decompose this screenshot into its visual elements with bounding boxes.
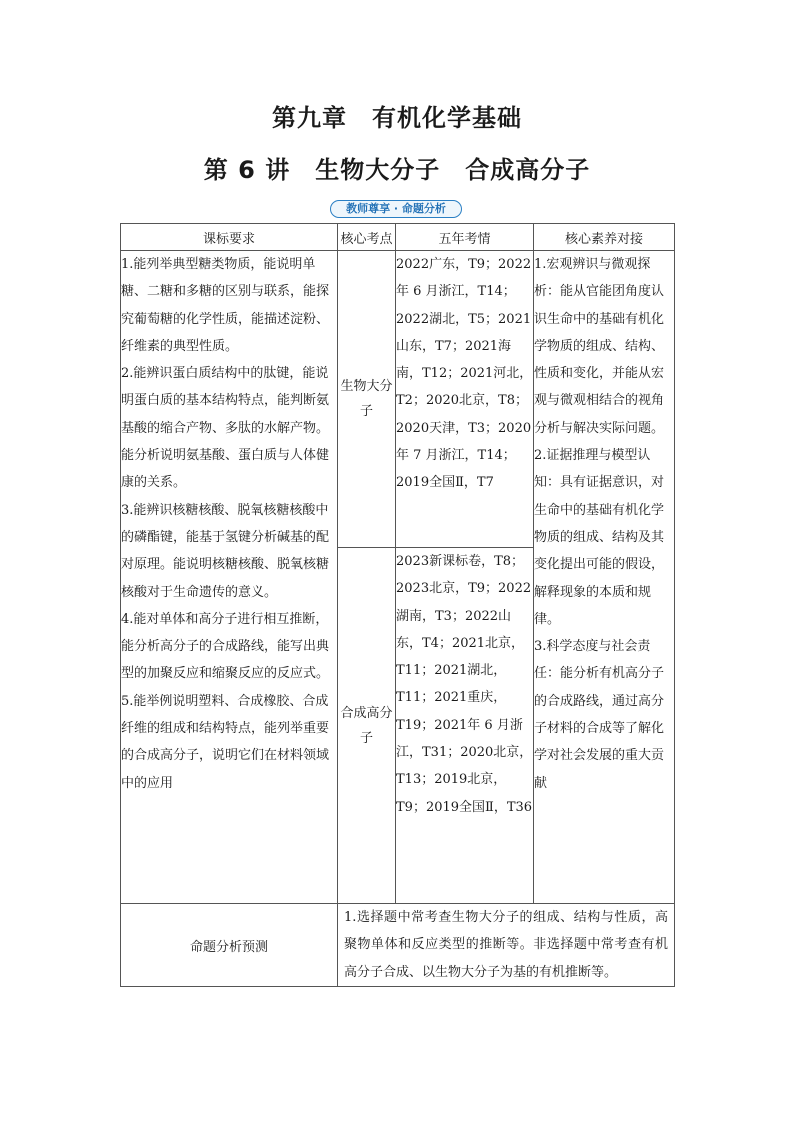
chapter-title: 第九章 有机化学基础 [272, 104, 522, 132]
requirement-item: 3.能辨识核糖核酸、脱氧核糖核酸中的磷酯键，能基于氢键分析碱基的配对原理。能说明核糖核酸、脱氧核糖核酸对于生命遗传的意义。 [121, 502, 330, 600]
header-requirements: 课标要求 [121, 224, 338, 251]
literacy-item: 1.宏观辨识与微观探析：能从官能团角度认识生命中的基础有机化学物质的组成、结构、性质和变化，并能从宏观与微观相结合的视角分析与解决实际问题。 [534, 257, 665, 436]
topic-biomacromolecule: 生物大分子 [338, 251, 396, 548]
table-row [121, 251, 675, 548]
exam-record-biomacromolecule: 2022广东，T9；2022年 6 月浙江，T14；2022湖北，T5；2021山东，T7；2021海南，T12；2021河北，T2；2020北京，T8；2020天津，T3；2020年 7 月浙江，T14；2019全国Ⅱ，T7 [396, 251, 534, 548]
literacy-item: 3.科学态度与社会责任：能分析有机高分子的合成路线，通过高分子材料的合成等了解化学对社会发展的重大贡献 [534, 639, 665, 791]
exam-record-synthetic-polymer: 2023新课标卷，T8；2023北京，T9；2022湖南，T3；2022山东，T4；2021北京，T11；2021湖北，T11；2021重庆，T19；2021年 6 月浙江，T31；2020北京，T13；2019北京，T9；2019全国Ⅱ，T36 [396, 548, 534, 904]
curriculum-table [120, 223, 675, 987]
requirement-item: 2.能辨识蛋白质结构中的肽键，能说明蛋白质的基本结构特点，能判断氨基酸的缩合产物、多肽的水解产物。能分析说明氨基酸、蛋白质与人体健康的关系。 [121, 366, 330, 491]
lecture-title: 第 6 讲 生物大分子 合成高分子 [203, 156, 591, 184]
literacy-cell [534, 251, 675, 904]
header-exams: 五年考情 [396, 224, 534, 251]
prediction-row [121, 904, 675, 987]
header-literacy: 核心素养对接 [534, 224, 675, 251]
requirements-cell [121, 251, 338, 904]
requirement-item: 1.能列举典型糖类物质，能说明单糖、二糖和多糖的区别与联系，能探究葡萄糖的化学性质，能描述淀粉、纤维素的典型性质。 [121, 257, 330, 354]
requirement-item: 5.能举例说明塑料、合成橡胶、合成纤维的组成和结构特点，能列举重要的合成高分子，说明它们在材料领域中的应用 [121, 693, 330, 791]
literacy-item: 2.证据推理与模型认知：具有证据意识，对生命中的基础有机化学物质的组成、结构及其变化提出可能的假设，解释现象的本质和规律。 [534, 448, 665, 627]
prediction-text: 1.选择题中常考查生物大分子的组成、结构与性质，高聚物单体和反应类型的推断等。非选择题中常考查有机高分子合成、以生物大分子为基的有机推断等。 [338, 904, 675, 987]
teacher-analysis-tag: 教师尊享 · 命题分析 [330, 200, 462, 218]
table-header-row [121, 224, 675, 251]
header-topics: 核心考点 [338, 224, 396, 251]
requirement-item: 4.能对单体和高分子进行相互推断，能分析高分子的合成路线，能写出典型的加聚反应和缩聚反应的反应式。 [121, 611, 330, 682]
prediction-label: 命题分析预测 [121, 904, 338, 987]
topic-synthetic-polymer: 合成高分子 [338, 548, 396, 904]
